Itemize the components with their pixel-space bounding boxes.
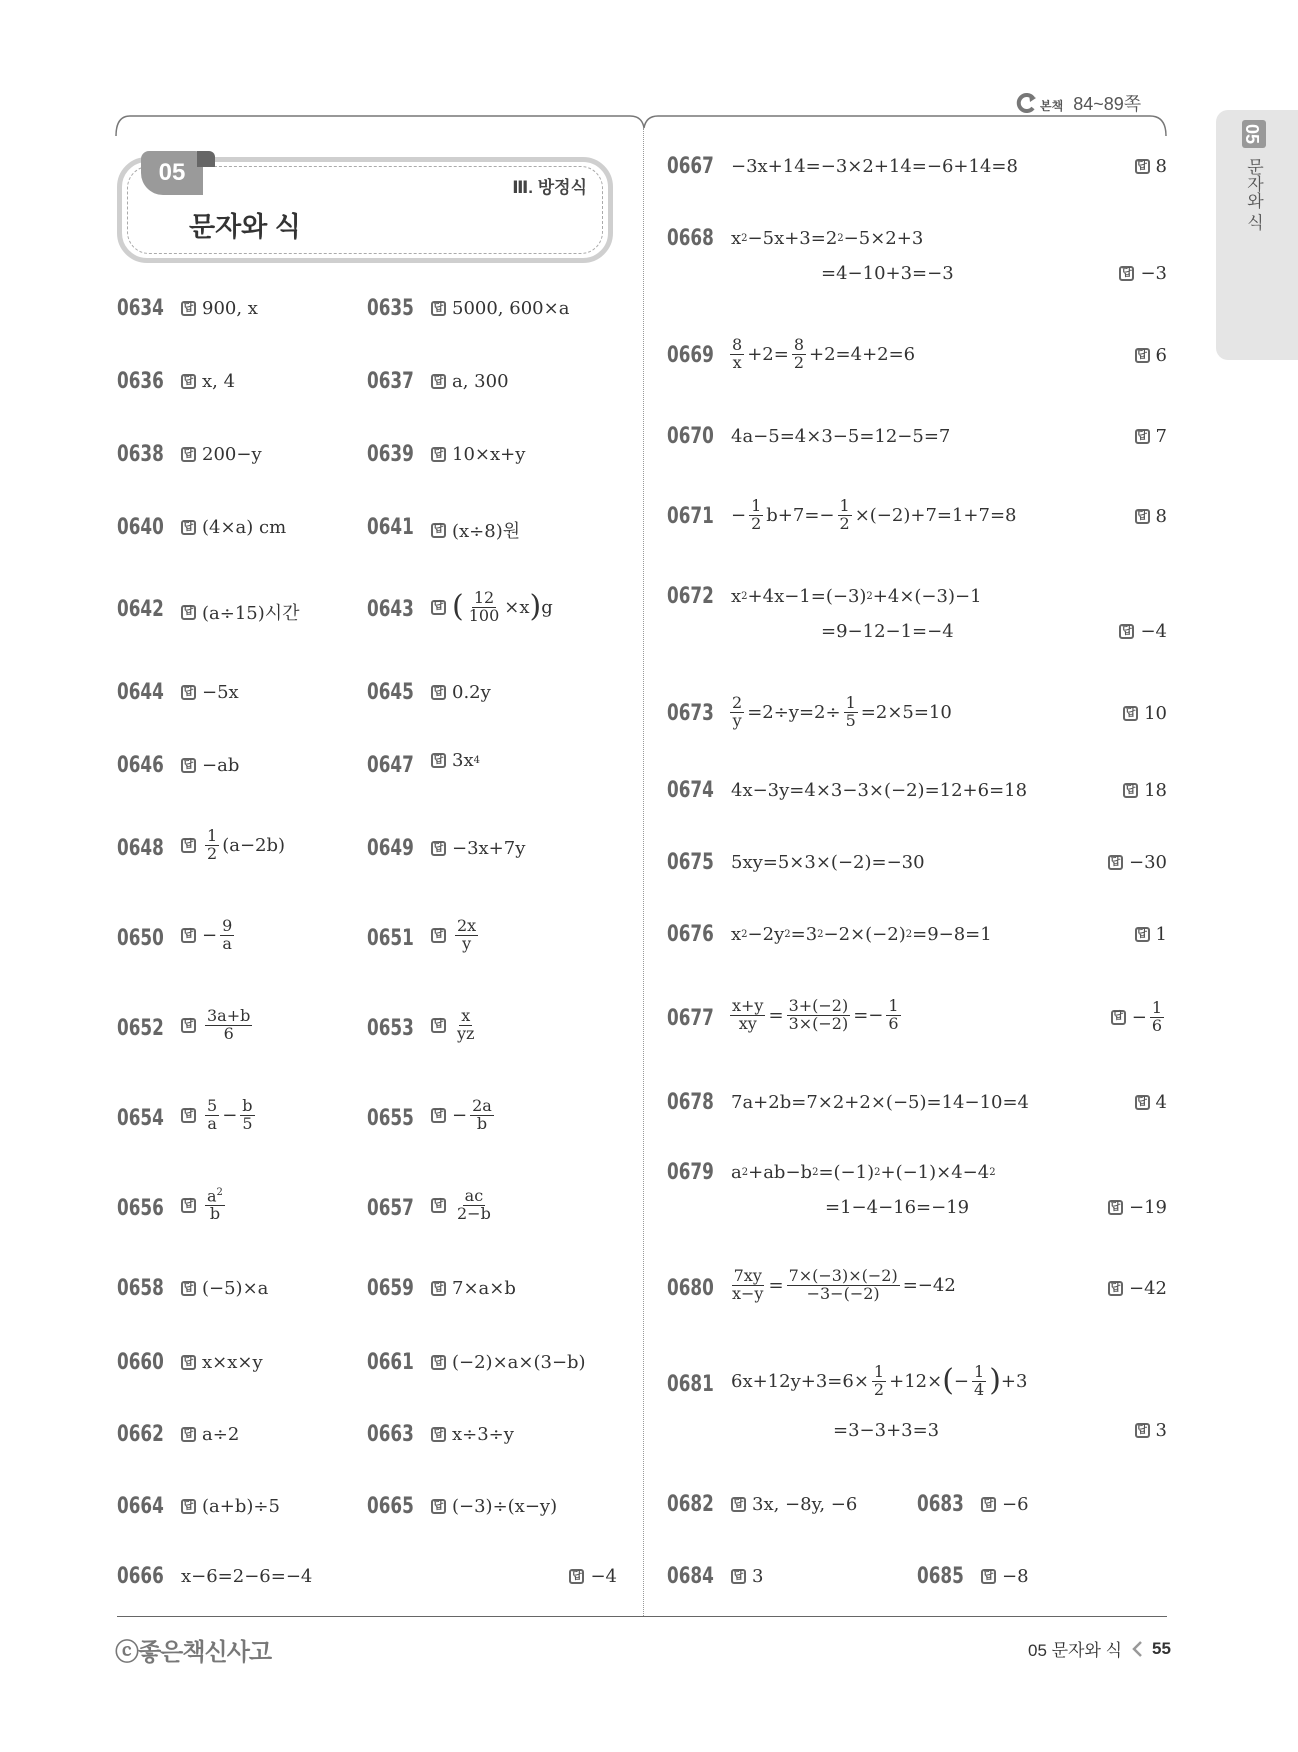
answer-marker-icon: 답	[1135, 429, 1150, 444]
solution-expression: $\frac{x+y}{xy}$ = $\frac{3+(-2)}{3\times(-2)}$ =− $\frac{1}{6}$	[732, 996, 899, 1033]
fraction: 5 a	[207, 1096, 218, 1133]
answer-marker-icon: 답	[181, 685, 196, 700]
question-number: 0659	[367, 1276, 414, 1301]
answer-text: 답 a, 300	[431, 371, 509, 392]
answer-text: 답 (−2)×a×(3−b)	[431, 1352, 586, 1373]
question-number: 0634	[117, 296, 164, 321]
answer-marker-icon: 답	[431, 1198, 446, 1213]
answer-marker-icon: 답	[731, 1497, 746, 1512]
answer-marker-icon: 답	[431, 523, 446, 538]
question-number: 0672	[667, 584, 714, 609]
answer-marker-icon: 답	[181, 928, 196, 943]
answer-marker-icon: 답	[181, 447, 196, 462]
answer-marker-icon: 답	[181, 1108, 196, 1123]
question-number: 0667	[667, 154, 714, 179]
question-number: 0671	[667, 504, 714, 529]
solution-expression: a 2 +ab−b 2 =(−1) 2 +(−1)×4−4 2	[731, 1162, 996, 1183]
answer-0654: 답 5 a − $\frac{b}{5}$	[181, 1098, 258, 1133]
answer-text: 답 (−5)×a	[181, 1278, 268, 1299]
final-answer: 답 8	[1135, 506, 1167, 527]
answer-text: 답 10×x+y	[431, 444, 525, 465]
solution-0672	[667, 584, 1167, 654]
section-number: 05	[158, 159, 186, 186]
question-number: 0661	[367, 1350, 414, 1375]
solution-expression-line2: =9−12−1=−4	[821, 621, 954, 642]
question-number: 0644	[117, 680, 164, 705]
answer-0683	[917, 1492, 1167, 1522]
answer-marker-icon: 답	[1135, 1423, 1150, 1438]
question-number: 0643	[367, 597, 414, 622]
final-answer: 답 18	[1123, 780, 1167, 801]
column-divider	[643, 128, 644, 1616]
answer-0651	[431, 918, 481, 953]
answer-text: 답 900, x	[181, 298, 258, 319]
solution-expression: $\frac{2}{y}$ =2÷y=2÷ $\frac{1}{5}$ =2×5=10	[732, 693, 952, 730]
solution-expression: 4x−3y=4×3−3×(−2)=12+6=18	[731, 780, 1028, 801]
answer-marker-icon: 답	[181, 1018, 196, 1033]
answer-0685	[917, 1564, 1167, 1594]
answer-text: 답 x×x×y	[181, 1352, 263, 1373]
question-number: 0639	[367, 442, 414, 467]
question-number: 0685	[917, 1564, 964, 1589]
section-number-badge	[141, 151, 203, 195]
answer-text: 답 7×a×b	[431, 1278, 516, 1299]
solution-0678	[667, 1090, 1167, 1120]
fraction: $\frac{2a}{b}$	[472, 1096, 492, 1133]
solution-0669	[667, 337, 1167, 377]
solution-expression: x−6=2−6=−4	[181, 1566, 313, 1587]
answer-marker-icon: 답	[1135, 927, 1150, 942]
solution-0668	[667, 226, 1167, 296]
question-number: 0665	[367, 1494, 414, 1519]
question-number: 0664	[117, 1494, 164, 1519]
answer-marker-icon: 답	[431, 928, 446, 943]
question-number: 0682	[667, 1492, 714, 1517]
question-number: 0681	[667, 1372, 714, 1397]
answer-marker-icon: 답	[431, 1281, 446, 1296]
question-number: 0652	[117, 1016, 164, 1041]
right-column	[667, 0, 1167, 1752]
question-number: 0648	[117, 836, 164, 861]
answer-marker-icon: 답	[1119, 624, 1134, 639]
fraction: ac 2−b	[457, 1186, 491, 1223]
fraction: $a^2$ b	[207, 1186, 223, 1224]
section-unit: Ⅲ. 방정식	[512, 178, 587, 197]
answer-marker-icon: 답	[181, 1427, 196, 1442]
question-number: 0678	[667, 1090, 714, 1115]
question-number: 0642	[117, 597, 164, 622]
solution-0677	[667, 998, 1167, 1042]
question-number: 0645	[367, 680, 414, 705]
question-number: 0676	[667, 922, 714, 947]
question-number: 0674	[667, 778, 714, 803]
answer-0653	[431, 1008, 479, 1043]
answer-text: 답 −3x+7y	[431, 838, 525, 859]
answer-0648: 답 1 2 (a−2b)	[181, 828, 285, 863]
solution-0680	[667, 1268, 1167, 1312]
answer-0647: 답 3x 4	[431, 750, 480, 771]
answer-text: 답 a÷2	[181, 1424, 239, 1445]
answer-text: 답 3x, −8y, −6	[731, 1494, 857, 1515]
question-number: 0677	[667, 1006, 714, 1031]
answer-marker-icon: 답	[181, 1198, 196, 1213]
question-number: 0673	[667, 701, 714, 726]
answer-text: 답 0.2y	[431, 682, 491, 703]
solution-expression-line2: =4−10+3=−3	[821, 263, 954, 284]
answer-marker-icon: 답	[431, 841, 446, 856]
solution-expression: 6x+12y+3=6× $\frac{1}{2}$ +12× ( − $\frac{1}{4}$ ) +3	[731, 1362, 1028, 1399]
question-number: 0653	[367, 1016, 414, 1041]
answer-text: 답 (a÷15)시간	[181, 599, 300, 625]
question-number: 0680	[667, 1276, 714, 1301]
solution-expression-line2: =3−3+3=3	[833, 1420, 940, 1441]
final-answer: 답 −30	[1108, 852, 1167, 873]
solution-expression-line2: =1−4−16=−19	[825, 1197, 970, 1218]
question-number: 0675	[667, 850, 714, 875]
answer-marker-icon: 답	[569, 1569, 584, 1584]
solution-0676	[667, 922, 1167, 952]
answer-marker-icon: 답	[431, 1018, 446, 1033]
question-number: 0663	[367, 1422, 414, 1447]
footer-chapter	[1028, 1636, 1171, 1661]
answer-text: 답 −8	[981, 1566, 1029, 1587]
answer-text: 답 5000, 600×a	[431, 298, 569, 319]
question-number: 0646	[117, 753, 164, 778]
answer-marker-icon: 답	[181, 301, 196, 316]
page-ref-tag: 본책	[1040, 98, 1064, 113]
answer-marker-icon: 답	[981, 1497, 996, 1512]
answer-text: 답 (4×a) cm	[181, 517, 286, 538]
solution-0673	[667, 695, 1167, 735]
question-number: 0635	[367, 296, 414, 321]
answer-marker-icon: 답	[1135, 1095, 1150, 1110]
solution-0675	[667, 850, 1167, 880]
solution-expression: 4a−5=4×3−5=12−5=7	[731, 426, 951, 447]
question-number: 0650	[117, 926, 164, 951]
solution-0667	[667, 154, 1167, 184]
answer-text: 답 (−3)÷(x−y)	[431, 1496, 557, 1517]
solution-expression: x 2 −5x+3=2 2 −5×2+3	[731, 228, 924, 249]
final-answer: 답 6	[1135, 345, 1167, 366]
question-number: 0679	[667, 1160, 714, 1185]
answer-marker-icon: 답	[431, 301, 446, 316]
final-answer: 답 −4	[569, 1566, 617, 1587]
final-answer: 답 4	[1135, 1092, 1167, 1113]
answer-0643: 답 ( $\frac{12}{100}$ ×x ) g	[431, 590, 553, 625]
question-number: 0655	[367, 1106, 414, 1131]
final-answer: 답 − $\frac{1}{6}$	[1111, 1000, 1167, 1035]
question-number: 0669	[667, 343, 714, 368]
answer-marker-icon: 답	[1123, 783, 1138, 798]
answer-marker-icon: 답	[431, 374, 446, 389]
solution-expression: −3x+14=−3×2+14=−6+14=8	[731, 156, 1018, 177]
fraction: $\frac{9}{a}$	[222, 916, 233, 953]
section-header	[117, 157, 613, 263]
final-answer: 답 −4	[1119, 621, 1167, 642]
solution-0681	[667, 1364, 1167, 1454]
answer-0650: 답 − $\frac{9}{a}$	[181, 918, 237, 953]
fraction: x yz	[457, 1006, 475, 1043]
question-number: 0670	[667, 424, 714, 449]
final-answer: 답 −19	[1108, 1197, 1167, 1218]
solution-expression: 8 x +2= $\frac{8}{2}$ +2=4+2=6	[732, 335, 916, 372]
answer-text: 답 −5x	[181, 682, 239, 703]
answer-text: 답 3	[731, 1566, 763, 1587]
question-number: 0651	[367, 926, 414, 951]
answer-marker-icon: 답	[181, 520, 196, 535]
footer-chapter-title: 05 문자와 식	[1028, 1641, 1123, 1660]
answer-0655: 답 − $\frac{2a}{b}$	[431, 1098, 497, 1133]
question-number: 0657	[367, 1196, 414, 1221]
solution-0671	[667, 498, 1167, 538]
question-number: 0647	[367, 753, 414, 778]
answer-marker-icon: 답	[981, 1569, 996, 1584]
fraction: 2x y	[457, 916, 477, 953]
question-number: 0662	[117, 1422, 164, 1447]
answer-marker-icon: 답	[431, 1108, 446, 1123]
solution-expression: x 2 +4x−1=(−3) 2 +4×(−3)−1	[731, 586, 982, 607]
side-tab-number: 05	[1242, 120, 1266, 148]
solution-0666	[117, 1564, 617, 1594]
answer-marker-icon: 답	[1119, 266, 1134, 281]
solution-expression: $\frac{7xy}{x-y}$ = $\frac{7\times(-3)\times(-2)}{-3-(-2)}$ =−42	[732, 1266, 956, 1303]
chevron-left-icon	[1130, 1640, 1146, 1658]
answer-text: 답 200−y	[181, 444, 262, 465]
answer-marker-icon: 답	[431, 1355, 446, 1370]
answer-marker-icon: 답	[181, 838, 196, 853]
fraction: $\frac{12}{100}$	[468, 588, 500, 625]
answer-marker-icon: 답	[431, 1427, 446, 1442]
answer-text: 답 x, 4	[181, 371, 235, 392]
question-number: 0684	[667, 1564, 714, 1589]
question-number: 0666	[117, 1564, 164, 1589]
solution-0679	[667, 1160, 1167, 1230]
question-number: 0654	[117, 1106, 164, 1131]
answer-text: 답 x÷3÷y	[431, 1424, 514, 1445]
final-answer: 답 −42	[1108, 1278, 1167, 1299]
footer-rule	[117, 1616, 1167, 1617]
answer-0684	[667, 1564, 917, 1594]
answer-marker-icon: 답	[181, 374, 196, 389]
answer-marker-icon: 답	[181, 605, 196, 620]
solution-expression: − $\frac{1}{2}$ b+7=− $\frac{1}{2}$ ×(−2)+7=1+7=8	[731, 496, 1017, 533]
answer-marker-icon: 답	[431, 1499, 446, 1514]
question-number: 0683	[917, 1492, 964, 1517]
answer-0652	[181, 1008, 255, 1043]
fraction: 1 2	[207, 826, 218, 863]
question-number: 0637	[367, 369, 414, 394]
final-answer: 답 −3	[1119, 263, 1167, 284]
fraction: $\frac{b}{5}$	[242, 1096, 253, 1133]
solution-0670	[667, 424, 1167, 454]
answer-marker-icon: 답	[181, 1355, 196, 1370]
answer-marker-icon: 답	[181, 758, 196, 773]
answer-0656	[181, 1188, 228, 1223]
answer-marker-icon: 답	[1108, 855, 1123, 870]
answer-text: 답 (x÷8)원	[431, 517, 520, 543]
question-number: 0668	[667, 226, 714, 251]
answer-marker-icon: 답	[1135, 159, 1150, 174]
question-number: 0658	[117, 1276, 164, 1301]
answer-marker-icon: 답	[181, 1499, 196, 1514]
answer-marker-icon: 답	[1135, 509, 1150, 524]
question-number: 0636	[117, 369, 164, 394]
question-number: 0640	[117, 515, 164, 540]
page-number: 55	[1152, 1638, 1171, 1658]
solution-expression: 5xy=5×3×(−2)=−30	[731, 852, 925, 873]
side-tab-title: 문자와 식	[1244, 158, 1263, 231]
answer-marker-icon: 답	[1111, 1010, 1126, 1025]
final-answer: 답 1	[1135, 924, 1167, 945]
section-title: 문자와 식	[189, 212, 301, 242]
question-number: 0660	[117, 1350, 164, 1375]
answer-marker-icon: 답	[1108, 1200, 1123, 1215]
answer-text: 답 (a+b)÷5	[181, 1496, 280, 1517]
solution-0674	[667, 778, 1167, 808]
answer-0682	[667, 1492, 917, 1522]
solution-expression: 7a+2b=7×2+2×(−5)=14−10=4	[731, 1092, 1030, 1113]
answer-marker-icon: 답	[431, 753, 446, 768]
answer-marker-icon: 답	[181, 1281, 196, 1296]
page-ref-pages: 84~89쪽	[1073, 94, 1142, 114]
answer-marker-icon: 답	[431, 685, 446, 700]
answer-0657	[431, 1188, 496, 1223]
answer-text: 답 −ab	[181, 755, 239, 776]
answer-marker-icon: 답	[431, 447, 446, 462]
question-number: 0641	[367, 515, 414, 540]
fraction: 3a+b 6	[207, 1006, 251, 1043]
question-number: 0638	[117, 442, 164, 467]
footer-copyright: ⓒ좋은책신사고	[115, 1639, 272, 1666]
answer-text: 답 −6	[981, 1494, 1029, 1515]
answer-marker-icon: 답	[1135, 348, 1150, 363]
final-answer: 답 10	[1123, 703, 1167, 724]
side-tab	[1216, 110, 1298, 360]
final-answer: 답 3	[1135, 1420, 1167, 1441]
answer-marker-icon: 답	[431, 600, 446, 615]
question-number: 0649	[367, 836, 414, 861]
answer-marker-icon: 답	[731, 1569, 746, 1584]
answer-marker-icon: 답	[1108, 1281, 1123, 1296]
final-answer: 답 8	[1135, 156, 1167, 177]
question-number: 0656	[117, 1196, 164, 1221]
final-answer: 답 7	[1135, 426, 1167, 447]
answer-marker-icon: 답	[1123, 706, 1138, 721]
solution-expression: x 2 −2y 2 =3 2 −2×(−2) 2 =9−8=1	[731, 924, 992, 945]
